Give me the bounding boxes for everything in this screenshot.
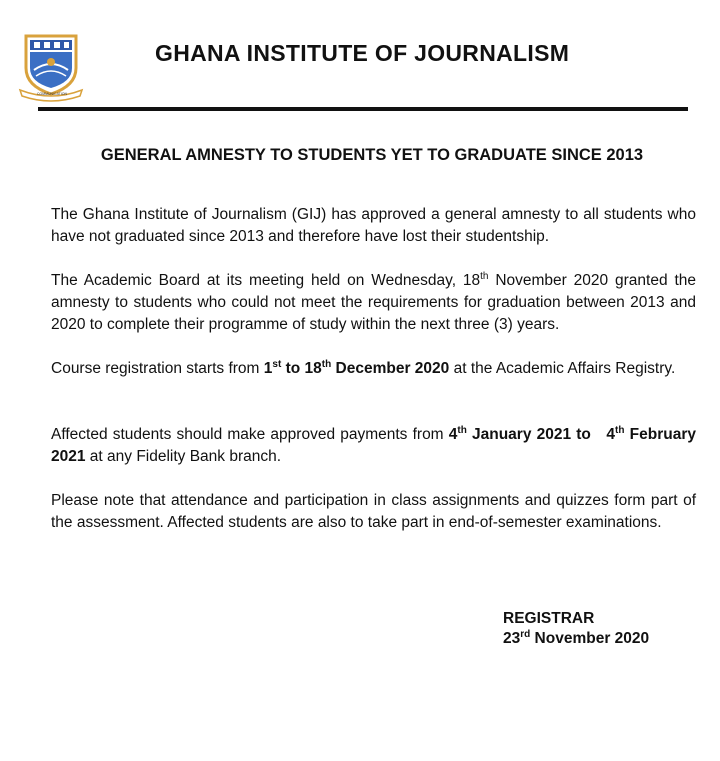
signature-role: REGISTRAR (503, 610, 595, 627)
header-rule (38, 107, 688, 111)
payment-dates: 4th January 2021 to 4th February 2021 (51, 425, 696, 465)
p3-text-a: Course registration starts from (51, 360, 264, 377)
p2-text-b: November 2020 granted the amnesty to students who could not meet the requirements for graduation between 2013 and 2020 to complete their programme of study within the next three (3) years. (51, 272, 696, 333)
signature-date: 23rd November 2020 (503, 629, 650, 647)
p3-text-b: at the Academic Affairs Registry. (449, 360, 676, 377)
paragraph-assessment: Please note that attendance and participation in class assignments and quizzes form part of the assessment. Affected students are also to take part in end-of-semester examinations. (51, 492, 696, 531)
paragraph-payments (51, 424, 696, 468)
p4-text-a: Affected students should make approved payments from (51, 426, 449, 443)
institution-name: GHANA INSTITUTE OF JOURNALISM (155, 40, 570, 66)
paragraph-academic-board (51, 270, 696, 336)
p4-text-b: at any Fidelity Bank branch. (85, 448, 282, 465)
p2-text-a: The Academic Board at its meeting held on Wednesday, 18 (51, 272, 481, 289)
gij-logo (18, 30, 84, 104)
paragraph-registration (51, 358, 696, 380)
logo-motto: COMMUNICATION (36, 92, 68, 96)
notice-title: GENERAL AMNESTY TO STUDENTS YET TO GRADUATE SINCE 2013 (100, 146, 644, 164)
paragraph-approval: The Ghana Institute of Journalism (GIJ) has approved a general amnesty to all students who have not graduated since 2013 and therefore have lost their studentship. (51, 206, 696, 245)
p2-sup: th (480, 271, 489, 282)
registration-dates: 1st to 18th December 2020 (263, 359, 450, 377)
